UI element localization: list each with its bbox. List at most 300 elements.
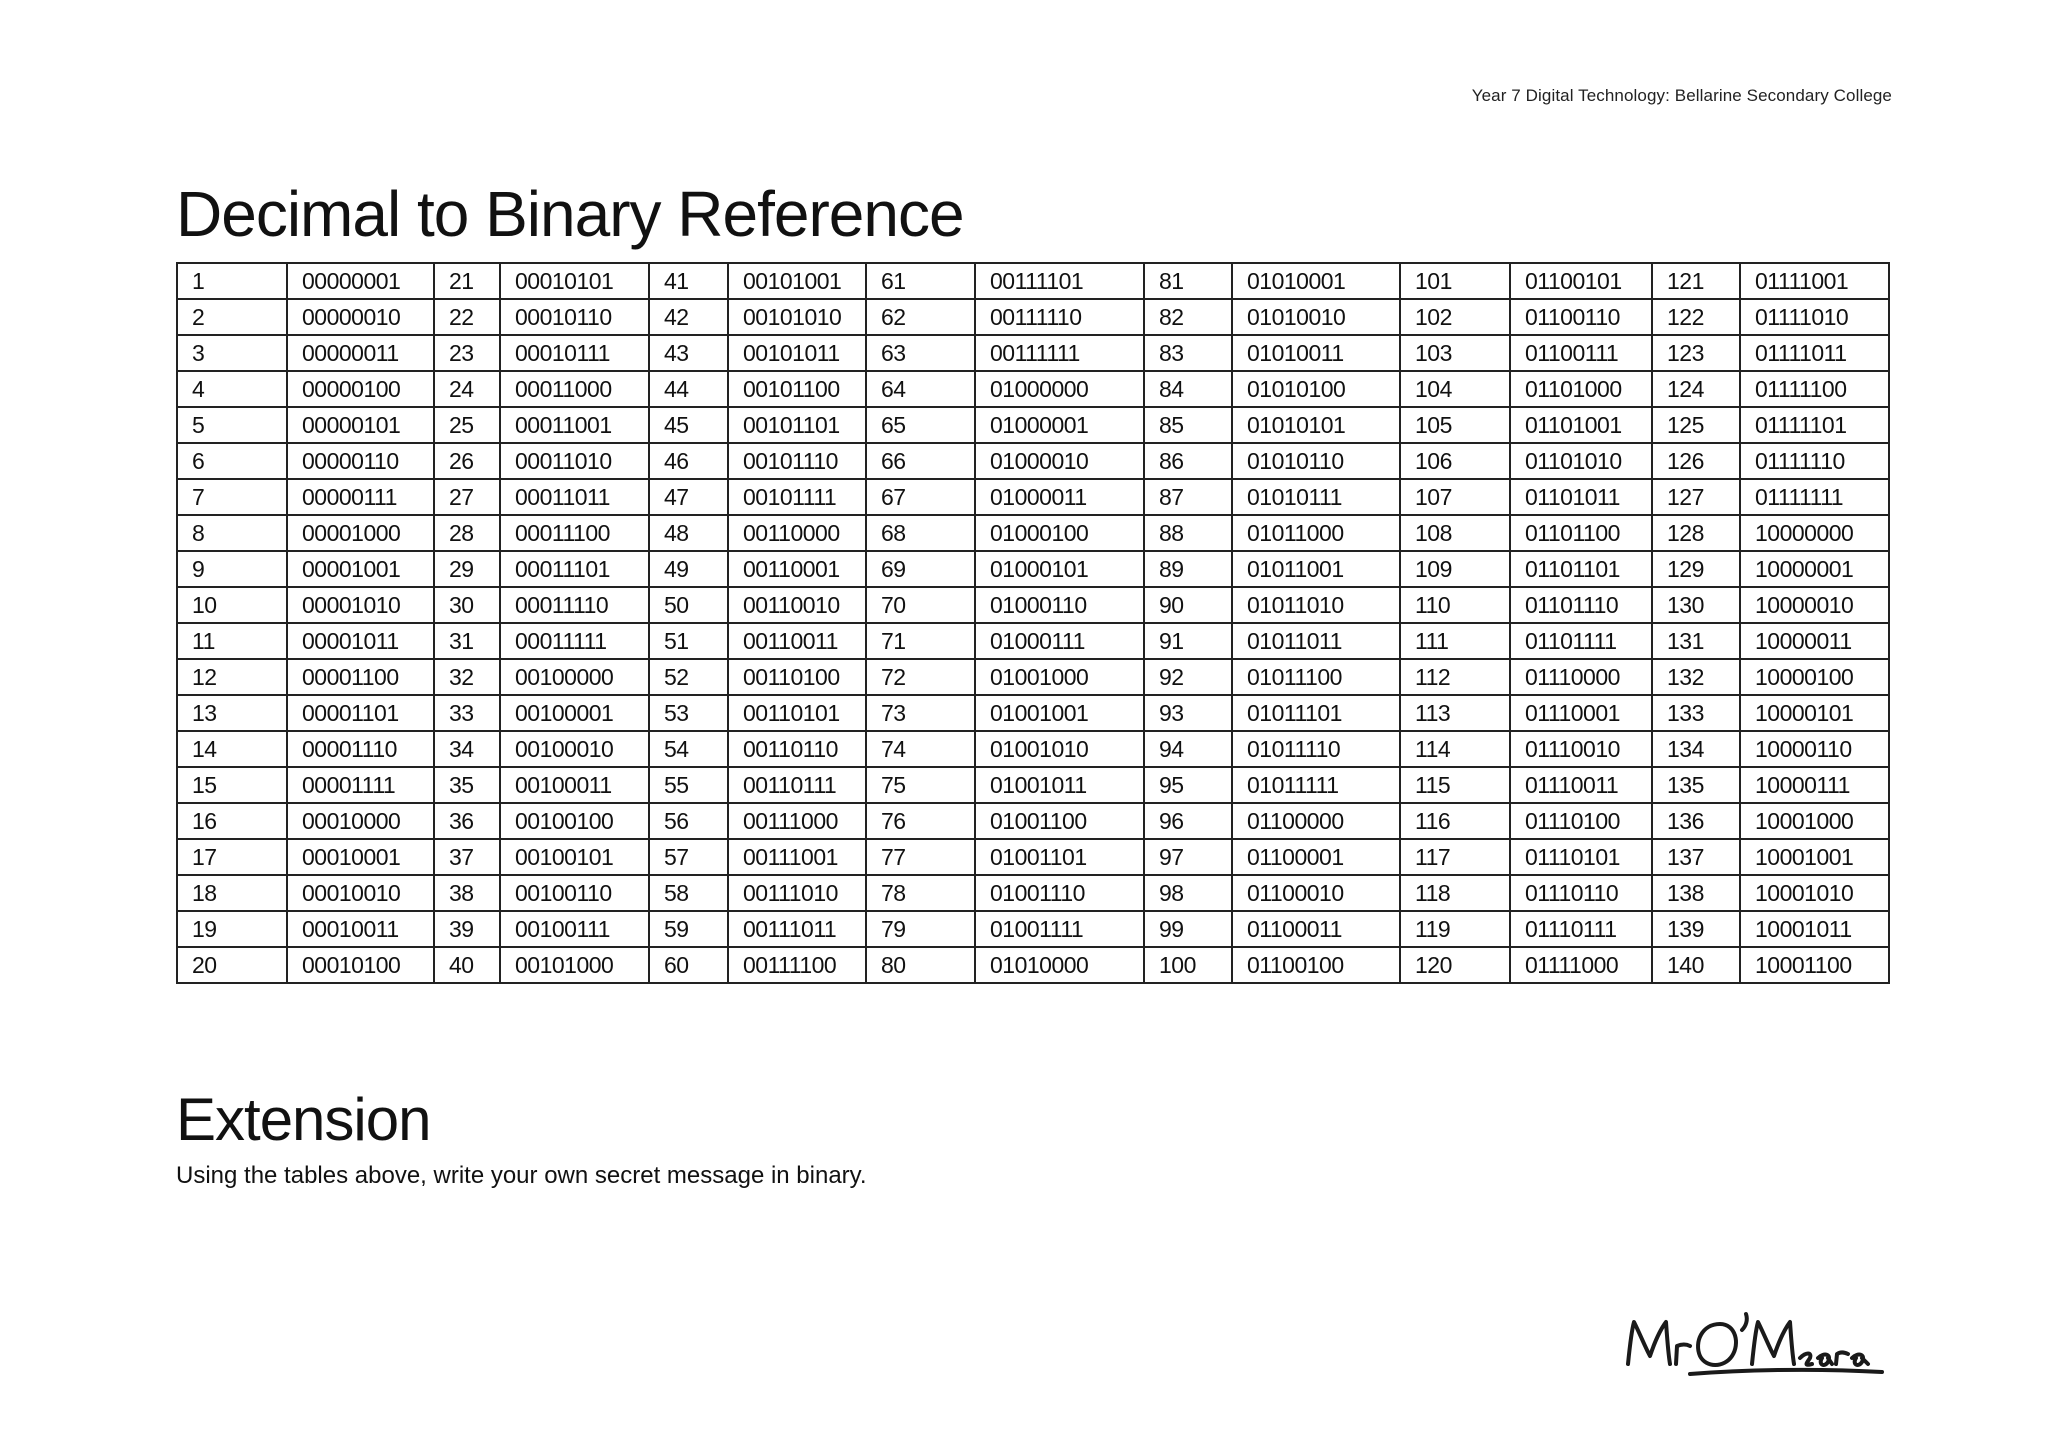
decimal-cell: 17 bbox=[177, 839, 287, 875]
decimal-cell: 109 bbox=[1400, 551, 1510, 587]
binary-cell: 00010001 bbox=[287, 839, 434, 875]
decimal-cell: 102 bbox=[1400, 299, 1510, 335]
binary-cell: 00111101 bbox=[975, 263, 1144, 299]
decimal-cell: 139 bbox=[1652, 911, 1740, 947]
decimal-cell: 94 bbox=[1144, 731, 1232, 767]
binary-cell: 01010010 bbox=[1232, 299, 1400, 335]
decimal-cell: 129 bbox=[1652, 551, 1740, 587]
decimal-cell: 118 bbox=[1400, 875, 1510, 911]
decimal-cell: 140 bbox=[1652, 947, 1740, 983]
binary-cell: 00110110 bbox=[728, 731, 866, 767]
decimal-cell: 13 bbox=[177, 695, 287, 731]
binary-cell: 01001101 bbox=[975, 839, 1144, 875]
table-row bbox=[177, 659, 1889, 695]
binary-cell: 00000010 bbox=[287, 299, 434, 335]
decimal-cell: 86 bbox=[1144, 443, 1232, 479]
binary-cell: 00100100 bbox=[500, 803, 649, 839]
decimal-cell: 80 bbox=[866, 947, 975, 983]
binary-cell: 00000001 bbox=[287, 263, 434, 299]
decimal-cell: 53 bbox=[649, 695, 728, 731]
binary-cell: 01100111 bbox=[1510, 335, 1652, 371]
binary-cell: 00111010 bbox=[728, 875, 866, 911]
binary-cell: 00101011 bbox=[728, 335, 866, 371]
binary-cell: 00110000 bbox=[728, 515, 866, 551]
binary-cell: 00101010 bbox=[728, 299, 866, 335]
decimal-cell: 57 bbox=[649, 839, 728, 875]
binary-cell: 10000010 bbox=[1740, 587, 1889, 623]
binary-cell: 01001110 bbox=[975, 875, 1144, 911]
binary-cell: 00011111 bbox=[500, 623, 649, 659]
signature-logo bbox=[1620, 1294, 1890, 1384]
binary-cell: 01100000 bbox=[1232, 803, 1400, 839]
table-row bbox=[177, 479, 1889, 515]
decimal-cell: 31 bbox=[434, 623, 500, 659]
decimal-cell: 96 bbox=[1144, 803, 1232, 839]
decimal-cell: 46 bbox=[649, 443, 728, 479]
binary-cell: 01111110 bbox=[1740, 443, 1889, 479]
binary-cell: 00010000 bbox=[287, 803, 434, 839]
table-row bbox=[177, 407, 1889, 443]
binary-cell: 01110100 bbox=[1510, 803, 1652, 839]
decimal-cell: 60 bbox=[649, 947, 728, 983]
binary-cell: 00111111 bbox=[975, 335, 1144, 371]
binary-cell: 01100100 bbox=[1232, 947, 1400, 983]
binary-cell: 01010101 bbox=[1232, 407, 1400, 443]
binary-cell: 01110010 bbox=[1510, 731, 1652, 767]
decimal-cell: 124 bbox=[1652, 371, 1740, 407]
decimal-cell: 6 bbox=[177, 443, 287, 479]
decimal-cell: 103 bbox=[1400, 335, 1510, 371]
binary-cell: 01011001 bbox=[1232, 551, 1400, 587]
binary-cell: 00001110 bbox=[287, 731, 434, 767]
binary-cell: 01110001 bbox=[1510, 695, 1652, 731]
decimal-cell: 47 bbox=[649, 479, 728, 515]
binary-cell: 00000100 bbox=[287, 371, 434, 407]
decimal-cell: 126 bbox=[1652, 443, 1740, 479]
binary-cell: 10001000 bbox=[1740, 803, 1889, 839]
decimal-cell: 112 bbox=[1400, 659, 1510, 695]
binary-cell: 00010111 bbox=[500, 335, 649, 371]
decimal-cell: 106 bbox=[1400, 443, 1510, 479]
decimal-cell: 82 bbox=[1144, 299, 1232, 335]
decimal-cell: 62 bbox=[866, 299, 975, 335]
binary-cell: 00010110 bbox=[500, 299, 649, 335]
binary-cell: 10001100 bbox=[1740, 947, 1889, 983]
decimal-cell: 25 bbox=[434, 407, 500, 443]
decimal-cell: 19 bbox=[177, 911, 287, 947]
binary-cell: 00011101 bbox=[500, 551, 649, 587]
table-row bbox=[177, 299, 1889, 335]
binary-cell: 01111000 bbox=[1510, 947, 1652, 983]
decimal-cell: 33 bbox=[434, 695, 500, 731]
decimal-cell: 89 bbox=[1144, 551, 1232, 587]
binary-cell: 01111111 bbox=[1740, 479, 1889, 515]
table-row bbox=[177, 371, 1889, 407]
binary-cell: 01101110 bbox=[1510, 587, 1652, 623]
decimal-cell: 3 bbox=[177, 335, 287, 371]
decimal-cell: 79 bbox=[866, 911, 975, 947]
binary-cell: 00110101 bbox=[728, 695, 866, 731]
binary-cell: 01001011 bbox=[975, 767, 1144, 803]
decimal-cell: 127 bbox=[1652, 479, 1740, 515]
binary-cell: 01110110 bbox=[1510, 875, 1652, 911]
decimal-cell: 122 bbox=[1652, 299, 1740, 335]
decimal-cell: 77 bbox=[866, 839, 975, 875]
extension-instructions: Using the tables above, write your own secret message in binary. bbox=[176, 1162, 867, 1189]
binary-cell: 00011001 bbox=[500, 407, 649, 443]
binary-cell: 00111000 bbox=[728, 803, 866, 839]
decimal-cell: 108 bbox=[1400, 515, 1510, 551]
binary-cell: 01000111 bbox=[975, 623, 1144, 659]
binary-cell: 00000101 bbox=[287, 407, 434, 443]
table-row bbox=[177, 515, 1889, 551]
decimal-cell: 113 bbox=[1400, 695, 1510, 731]
decimal-cell: 9 bbox=[177, 551, 287, 587]
binary-cell: 00001111 bbox=[287, 767, 434, 803]
binary-cell: 00110100 bbox=[728, 659, 866, 695]
decimal-cell: 132 bbox=[1652, 659, 1740, 695]
decimal-cell: 120 bbox=[1400, 947, 1510, 983]
binary-cell: 00011011 bbox=[500, 479, 649, 515]
binary-cell: 01000110 bbox=[975, 587, 1144, 623]
binary-cell: 10000001 bbox=[1740, 551, 1889, 587]
binary-cell: 00001001 bbox=[287, 551, 434, 587]
table-row bbox=[177, 551, 1889, 587]
binary-cell: 01010100 bbox=[1232, 371, 1400, 407]
decimal-cell: 26 bbox=[434, 443, 500, 479]
binary-cell: 01111101 bbox=[1740, 407, 1889, 443]
binary-cell: 00110011 bbox=[728, 623, 866, 659]
decimal-cell: 91 bbox=[1144, 623, 1232, 659]
decimal-cell: 34 bbox=[434, 731, 500, 767]
decimal-cell: 8 bbox=[177, 515, 287, 551]
decimal-cell: 59 bbox=[649, 911, 728, 947]
decimal-cell: 88 bbox=[1144, 515, 1232, 551]
binary-cell: 01111001 bbox=[1740, 263, 1889, 299]
decimal-cell: 134 bbox=[1652, 731, 1740, 767]
binary-cell: 01101011 bbox=[1510, 479, 1652, 515]
binary-cell: 10000101 bbox=[1740, 695, 1889, 731]
binary-cell: 00011000 bbox=[500, 371, 649, 407]
binary-cell: 00111110 bbox=[975, 299, 1144, 335]
decimal-cell: 1 bbox=[177, 263, 287, 299]
binary-cell: 01000000 bbox=[975, 371, 1144, 407]
decimal-cell: 61 bbox=[866, 263, 975, 299]
binary-cell: 01001010 bbox=[975, 731, 1144, 767]
decimal-cell: 45 bbox=[649, 407, 728, 443]
binary-cell: 01010001 bbox=[1232, 263, 1400, 299]
table-row bbox=[177, 623, 1889, 659]
binary-cell: 10001001 bbox=[1740, 839, 1889, 875]
binary-cell: 01011110 bbox=[1232, 731, 1400, 767]
table-row bbox=[177, 767, 1889, 803]
decimal-cell: 90 bbox=[1144, 587, 1232, 623]
decimal-cell: 116 bbox=[1400, 803, 1510, 839]
binary-cell: 01011101 bbox=[1232, 695, 1400, 731]
decimal-cell: 14 bbox=[177, 731, 287, 767]
decimal-cell: 63 bbox=[866, 335, 975, 371]
binary-cell: 01011010 bbox=[1232, 587, 1400, 623]
table-row bbox=[177, 731, 1889, 767]
decimal-cell: 114 bbox=[1400, 731, 1510, 767]
decimal-cell: 107 bbox=[1400, 479, 1510, 515]
binary-cell: 10000011 bbox=[1740, 623, 1889, 659]
table-body bbox=[177, 263, 1889, 983]
decimal-cell: 92 bbox=[1144, 659, 1232, 695]
binary-cell: 00111100 bbox=[728, 947, 866, 983]
table-row bbox=[177, 911, 1889, 947]
binary-cell: 01011011 bbox=[1232, 623, 1400, 659]
binary-cell: 10001010 bbox=[1740, 875, 1889, 911]
binary-cell: 01010000 bbox=[975, 947, 1144, 983]
decimal-cell: 16 bbox=[177, 803, 287, 839]
decimal-cell: 66 bbox=[866, 443, 975, 479]
binary-cell: 00110010 bbox=[728, 587, 866, 623]
decimal-cell: 32 bbox=[434, 659, 500, 695]
binary-cell: 10000110 bbox=[1740, 731, 1889, 767]
decimal-cell: 71 bbox=[866, 623, 975, 659]
decimal-cell: 101 bbox=[1400, 263, 1510, 299]
decimal-cell: 73 bbox=[866, 695, 975, 731]
decimal-cell: 76 bbox=[866, 803, 975, 839]
decimal-cell: 74 bbox=[866, 731, 975, 767]
decimal-cell: 81 bbox=[1144, 263, 1232, 299]
binary-cell: 00000110 bbox=[287, 443, 434, 479]
binary-cell: 00101111 bbox=[728, 479, 866, 515]
binary-cell: 01000010 bbox=[975, 443, 1144, 479]
table-row bbox=[177, 335, 1889, 371]
decimal-cell: 42 bbox=[649, 299, 728, 335]
binary-cell: 01110101 bbox=[1510, 839, 1652, 875]
binary-cell: 01111010 bbox=[1740, 299, 1889, 335]
binary-cell: 00101101 bbox=[728, 407, 866, 443]
binary-cell: 01010110 bbox=[1232, 443, 1400, 479]
binary-cell: 01000001 bbox=[975, 407, 1144, 443]
decimal-cell: 75 bbox=[866, 767, 975, 803]
decimal-cell: 48 bbox=[649, 515, 728, 551]
binary-cell: 00101110 bbox=[728, 443, 866, 479]
page-title: Decimal to Binary Reference bbox=[176, 178, 964, 250]
binary-cell: 00010101 bbox=[500, 263, 649, 299]
binary-cell: 01100010 bbox=[1232, 875, 1400, 911]
decimal-cell: 83 bbox=[1144, 335, 1232, 371]
binary-cell: 00001011 bbox=[287, 623, 434, 659]
binary-cell: 10000111 bbox=[1740, 767, 1889, 803]
decimal-cell: 36 bbox=[434, 803, 500, 839]
binary-cell: 01101001 bbox=[1510, 407, 1652, 443]
binary-cell: 00111011 bbox=[728, 911, 866, 947]
decimal-cell: 10 bbox=[177, 587, 287, 623]
binary-cell: 01000100 bbox=[975, 515, 1144, 551]
decimal-cell: 39 bbox=[434, 911, 500, 947]
decimal-cell: 20 bbox=[177, 947, 287, 983]
binary-cell: 01101100 bbox=[1510, 515, 1652, 551]
decimal-cell: 136 bbox=[1652, 803, 1740, 839]
decimal-cell: 85 bbox=[1144, 407, 1232, 443]
decimal-cell: 68 bbox=[866, 515, 975, 551]
table-row bbox=[177, 263, 1889, 299]
decimal-cell: 51 bbox=[649, 623, 728, 659]
binary-cell: 00000111 bbox=[287, 479, 434, 515]
decimal-cell: 12 bbox=[177, 659, 287, 695]
decimal-cell: 23 bbox=[434, 335, 500, 371]
extension-title: Extension bbox=[176, 1086, 431, 1153]
decimal-cell: 64 bbox=[866, 371, 975, 407]
binary-cell: 01001111 bbox=[975, 911, 1144, 947]
binary-cell: 01101010 bbox=[1510, 443, 1652, 479]
decimal-cell: 67 bbox=[866, 479, 975, 515]
binary-cell: 00000011 bbox=[287, 335, 434, 371]
binary-cell: 00100010 bbox=[500, 731, 649, 767]
binary-cell: 00001000 bbox=[287, 515, 434, 551]
decimal-cell: 115 bbox=[1400, 767, 1510, 803]
decimal-cell: 72 bbox=[866, 659, 975, 695]
decimal-cell: 55 bbox=[649, 767, 728, 803]
binary-cell: 01011111 bbox=[1232, 767, 1400, 803]
decimal-cell: 35 bbox=[434, 767, 500, 803]
binary-cell: 00100111 bbox=[500, 911, 649, 947]
decimal-cell: 138 bbox=[1652, 875, 1740, 911]
binary-cell: 01010111 bbox=[1232, 479, 1400, 515]
decimal-cell: 123 bbox=[1652, 335, 1740, 371]
table-row bbox=[177, 947, 1889, 983]
binary-cell: 10000000 bbox=[1740, 515, 1889, 551]
decimal-cell: 99 bbox=[1144, 911, 1232, 947]
decimal-cell: 11 bbox=[177, 623, 287, 659]
binary-cell: 00110111 bbox=[728, 767, 866, 803]
binary-cell: 10001011 bbox=[1740, 911, 1889, 947]
binary-cell: 00111001 bbox=[728, 839, 866, 875]
decimal-cell: 110 bbox=[1400, 587, 1510, 623]
decimal-cell: 41 bbox=[649, 263, 728, 299]
decimal-cell: 135 bbox=[1652, 767, 1740, 803]
decimal-cell: 58 bbox=[649, 875, 728, 911]
decimal-cell: 87 bbox=[1144, 479, 1232, 515]
binary-cell: 01110111 bbox=[1510, 911, 1652, 947]
decimal-cell: 7 bbox=[177, 479, 287, 515]
decimal-cell: 95 bbox=[1144, 767, 1232, 803]
course-header: Year 7 Digital Technology: Bellarine Secondary College bbox=[1471, 86, 1892, 105]
decimal-cell: 15 bbox=[177, 767, 287, 803]
binary-cell: 00010100 bbox=[287, 947, 434, 983]
decimal-cell: 29 bbox=[434, 551, 500, 587]
binary-cell: 01110000 bbox=[1510, 659, 1652, 695]
decimal-cell: 98 bbox=[1144, 875, 1232, 911]
binary-cell: 01101111 bbox=[1510, 623, 1652, 659]
decimal-cell: 24 bbox=[434, 371, 500, 407]
decimal-cell: 37 bbox=[434, 839, 500, 875]
decimal-cell: 4 bbox=[177, 371, 287, 407]
decimal-cell: 5 bbox=[177, 407, 287, 443]
decimal-cell: 137 bbox=[1652, 839, 1740, 875]
decimal-cell: 70 bbox=[866, 587, 975, 623]
table-row bbox=[177, 443, 1889, 479]
decimal-cell: 44 bbox=[649, 371, 728, 407]
binary-cell: 00010011 bbox=[287, 911, 434, 947]
decimal-cell: 128 bbox=[1652, 515, 1740, 551]
decimal-cell: 30 bbox=[434, 587, 500, 623]
decimal-cell: 56 bbox=[649, 803, 728, 839]
decimal-cell: 28 bbox=[434, 515, 500, 551]
decimal-cell: 133 bbox=[1652, 695, 1740, 731]
binary-cell: 00011010 bbox=[500, 443, 649, 479]
decimal-cell: 97 bbox=[1144, 839, 1232, 875]
binary-cell: 01100011 bbox=[1232, 911, 1400, 947]
decimal-cell: 104 bbox=[1400, 371, 1510, 407]
decimal-cell: 49 bbox=[649, 551, 728, 587]
decimal-cell: 40 bbox=[434, 947, 500, 983]
decimal-cell: 119 bbox=[1400, 911, 1510, 947]
binary-cell: 00101001 bbox=[728, 263, 866, 299]
binary-cell: 01100001 bbox=[1232, 839, 1400, 875]
binary-cell: 01111100 bbox=[1740, 371, 1889, 407]
decimal-cell: 111 bbox=[1400, 623, 1510, 659]
decimal-cell: 117 bbox=[1400, 839, 1510, 875]
binary-cell: 00001101 bbox=[287, 695, 434, 731]
decimal-cell: 130 bbox=[1652, 587, 1740, 623]
table-row bbox=[177, 695, 1889, 731]
binary-cell: 01101000 bbox=[1510, 371, 1652, 407]
decimal-cell: 84 bbox=[1144, 371, 1232, 407]
decimal-cell: 69 bbox=[866, 551, 975, 587]
decimal-cell: 27 bbox=[434, 479, 500, 515]
decimal-binary-table bbox=[176, 262, 1890, 984]
binary-cell: 00100001 bbox=[500, 695, 649, 731]
decimal-cell: 50 bbox=[649, 587, 728, 623]
decimal-cell: 18 bbox=[177, 875, 287, 911]
decimal-cell: 52 bbox=[649, 659, 728, 695]
binary-cell: 00001100 bbox=[287, 659, 434, 695]
decimal-cell: 78 bbox=[866, 875, 975, 911]
binary-cell: 01101101 bbox=[1510, 551, 1652, 587]
binary-cell: 00100101 bbox=[500, 839, 649, 875]
binary-cell: 01001000 bbox=[975, 659, 1144, 695]
table-row bbox=[177, 803, 1889, 839]
binary-cell: 01100101 bbox=[1510, 263, 1652, 299]
binary-cell: 00101000 bbox=[500, 947, 649, 983]
binary-cell: 01010011 bbox=[1232, 335, 1400, 371]
binary-cell: 01011100 bbox=[1232, 659, 1400, 695]
binary-cell: 01111011 bbox=[1740, 335, 1889, 371]
table-row bbox=[177, 587, 1889, 623]
decimal-cell: 105 bbox=[1400, 407, 1510, 443]
binary-cell: 01100110 bbox=[1510, 299, 1652, 335]
binary-cell: 00101100 bbox=[728, 371, 866, 407]
binary-cell: 01000011 bbox=[975, 479, 1144, 515]
decimal-cell: 121 bbox=[1652, 263, 1740, 299]
binary-cell: 00100011 bbox=[500, 767, 649, 803]
decimal-cell: 65 bbox=[866, 407, 975, 443]
binary-cell: 00001010 bbox=[287, 587, 434, 623]
decimal-cell: 21 bbox=[434, 263, 500, 299]
decimal-cell: 43 bbox=[649, 335, 728, 371]
binary-cell: 01001001 bbox=[975, 695, 1144, 731]
table-row bbox=[177, 839, 1889, 875]
binary-cell: 00100110 bbox=[500, 875, 649, 911]
binary-cell: 00011110 bbox=[500, 587, 649, 623]
binary-cell: 00110001 bbox=[728, 551, 866, 587]
binary-cell: 00011100 bbox=[500, 515, 649, 551]
decimal-cell: 93 bbox=[1144, 695, 1232, 731]
decimal-cell: 38 bbox=[434, 875, 500, 911]
binary-cell: 01011000 bbox=[1232, 515, 1400, 551]
binary-cell: 10000100 bbox=[1740, 659, 1889, 695]
decimal-cell: 54 bbox=[649, 731, 728, 767]
decimal-cell: 2 bbox=[177, 299, 287, 335]
decimal-cell: 131 bbox=[1652, 623, 1740, 659]
binary-cell: 00010010 bbox=[287, 875, 434, 911]
binary-cell: 01001100 bbox=[975, 803, 1144, 839]
